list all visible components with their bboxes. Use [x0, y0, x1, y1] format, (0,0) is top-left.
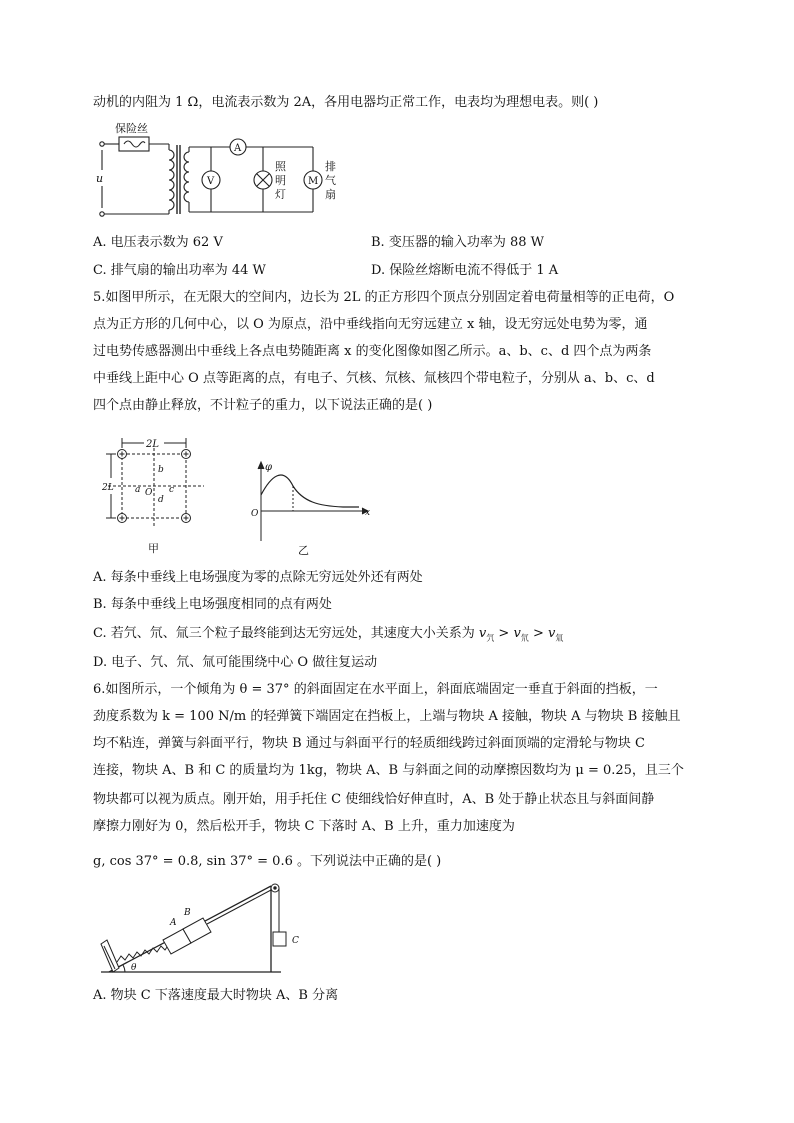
jia-origin: O	[145, 488, 153, 498]
lamp-label-2: 明	[275, 174, 286, 187]
jia-top-label: 2L	[146, 439, 160, 450]
fuse-label: 保险丝	[115, 122, 148, 135]
q5-option-d: D. 电子、氕、氘、氚可能围绕中心 O 做往复运动	[93, 655, 378, 670]
q4-option-a: A. 电压表示数为 62 V	[93, 235, 223, 250]
q6-stem-line-7: g, cos 37° = 0.8, sin 37° = 0.6 。下列说法中正确的是( )	[93, 854, 442, 869]
jia-point-a: a	[135, 485, 141, 495]
q5-figure-jia	[100, 430, 215, 558]
q6-stem-line-2: 劲度系数为 k = 100 N/m 的轻弹簧下端固定在挡板上，上端与物块 A 接触，物块 A 与物块 B 接触且	[93, 709, 681, 724]
yi-origin: O	[251, 509, 259, 519]
q5-figure-yi	[247, 456, 377, 560]
q6-stem-line-4: 连接，物块 A、B 和 C 的质量均为 1kg，物块 A、B 与斜面之间的动摩擦因数均为 μ = 0.25，且三个	[93, 763, 684, 778]
q6-stem-line-1: 6.如图所示，一个倾角为 θ = 37° 的斜面固定在水平面上，斜面底端固定一垂直于斜面的挡板，一	[93, 682, 658, 697]
block-c-label: C	[292, 936, 299, 946]
lamp-label-1: 照	[275, 160, 286, 173]
block-b-label: B	[184, 908, 191, 918]
v-symbol-3: v	[547, 626, 556, 641]
q5-option-c	[93, 625, 563, 648]
yi-caption: 乙	[298, 544, 309, 557]
q4-option-b: B. 变压器的输入功率为 88 W	[371, 235, 544, 250]
q5-stem-line-4: 中垂线上距中心 O 点等距离的点，有电子、氕核、氘核、氚核四个带电粒子，分别从 a、b、c、d	[93, 371, 655, 386]
q5-option-b: B. 每条中垂线上电场强度相同的点有两处	[93, 597, 332, 612]
v-sub-1: 氕	[486, 633, 495, 643]
v-sub-3: 氚	[555, 633, 564, 643]
fan-label-1: 排	[325, 160, 336, 173]
jia-point-c: c	[169, 485, 175, 495]
voltmeter-label: V	[207, 176, 215, 187]
q5-stem-line-2: 点为正方形的几何中心，以 O 为原点，沿中垂线指向无穷远建立 x 轴，设无穷远处电势为零，通	[93, 317, 648, 332]
jia-side-label: 2L	[102, 483, 114, 493]
q6-stem-line-6: 摩擦力刚好为 0，然后松开手，物块 C 下落时 A、B 上升，重力加速度为	[93, 819, 515, 834]
v-sub-2: 氘	[520, 633, 529, 643]
q4-stem-tail: 动机的内阻为 1 Ω，电流表示数为 2A，各用电器均正常工作，电表均为理想电表。则( )	[93, 95, 599, 110]
q5-stem-line-1: 5.如图甲所示，在无限大的空间内，边长为 2L 的正方形四个顶点分别固定着电荷量相等的正电荷，O	[93, 290, 675, 305]
q5-option-c-text: C. 若氕、氘、氚三个粒子最终能到达无穷远处，其速度大小关系为	[93, 626, 475, 641]
q6-incline-figure	[95, 876, 310, 978]
u-label: u	[96, 172, 104, 185]
jia-caption: 甲	[148, 542, 159, 555]
block-a-label: A	[170, 918, 177, 928]
v-symbol-1: v	[478, 626, 487, 641]
q5-option-a: A. 每条中垂线上电场强度为零的点除无穷远处外还有两处	[93, 570, 423, 585]
gt-2: >	[532, 626, 544, 641]
q6-stem-line-5: 物块都可以视为质点。刚开始，用手托住 C 使细线恰好伸直时，A、B 处于静止状态且与斜面间静	[93, 792, 655, 807]
theta-label: θ	[131, 963, 137, 973]
gt-1: >	[498, 626, 510, 641]
q5-stem-line-5: 四个点由静止释放，不计粒子的重力，以下说法正确的是( )	[93, 398, 433, 413]
q4-circuit-figure	[93, 120, 353, 225]
yi-phi-label: φ	[265, 462, 273, 473]
jia-point-b: b	[158, 465, 164, 475]
q6-option-a: A. 物块 C 下落速度最大时物块 A、B 分离	[93, 988, 339, 1003]
fan-label-3: 扇	[325, 188, 336, 201]
motor-label: M	[308, 176, 319, 187]
yi-x-label: x	[365, 508, 371, 518]
v-symbol-2: v	[513, 626, 521, 641]
fan-label-2: 气	[325, 174, 336, 187]
ammeter-label: A	[234, 143, 242, 154]
q6-stem-line-3: 均不粘连，弹簧与斜面平行，物块 B 通过与斜面平行的轻质细线跨过斜面顶端的定滑轮与物块 C	[93, 736, 645, 751]
q5-stem-line-3: 过电势传感器测出中垂线上各点电势随距离 x 的变化图像如图乙所示。a、b、c、d 四个点为两条	[93, 344, 652, 359]
q4-option-d: D. 保险丝熔断电流不得低于 1 A	[371, 263, 559, 278]
q4-option-c: C. 排气扇的输出功率为 44 W	[93, 263, 266, 278]
jia-point-d: d	[158, 495, 164, 505]
lamp-label-3: 灯	[275, 188, 286, 201]
